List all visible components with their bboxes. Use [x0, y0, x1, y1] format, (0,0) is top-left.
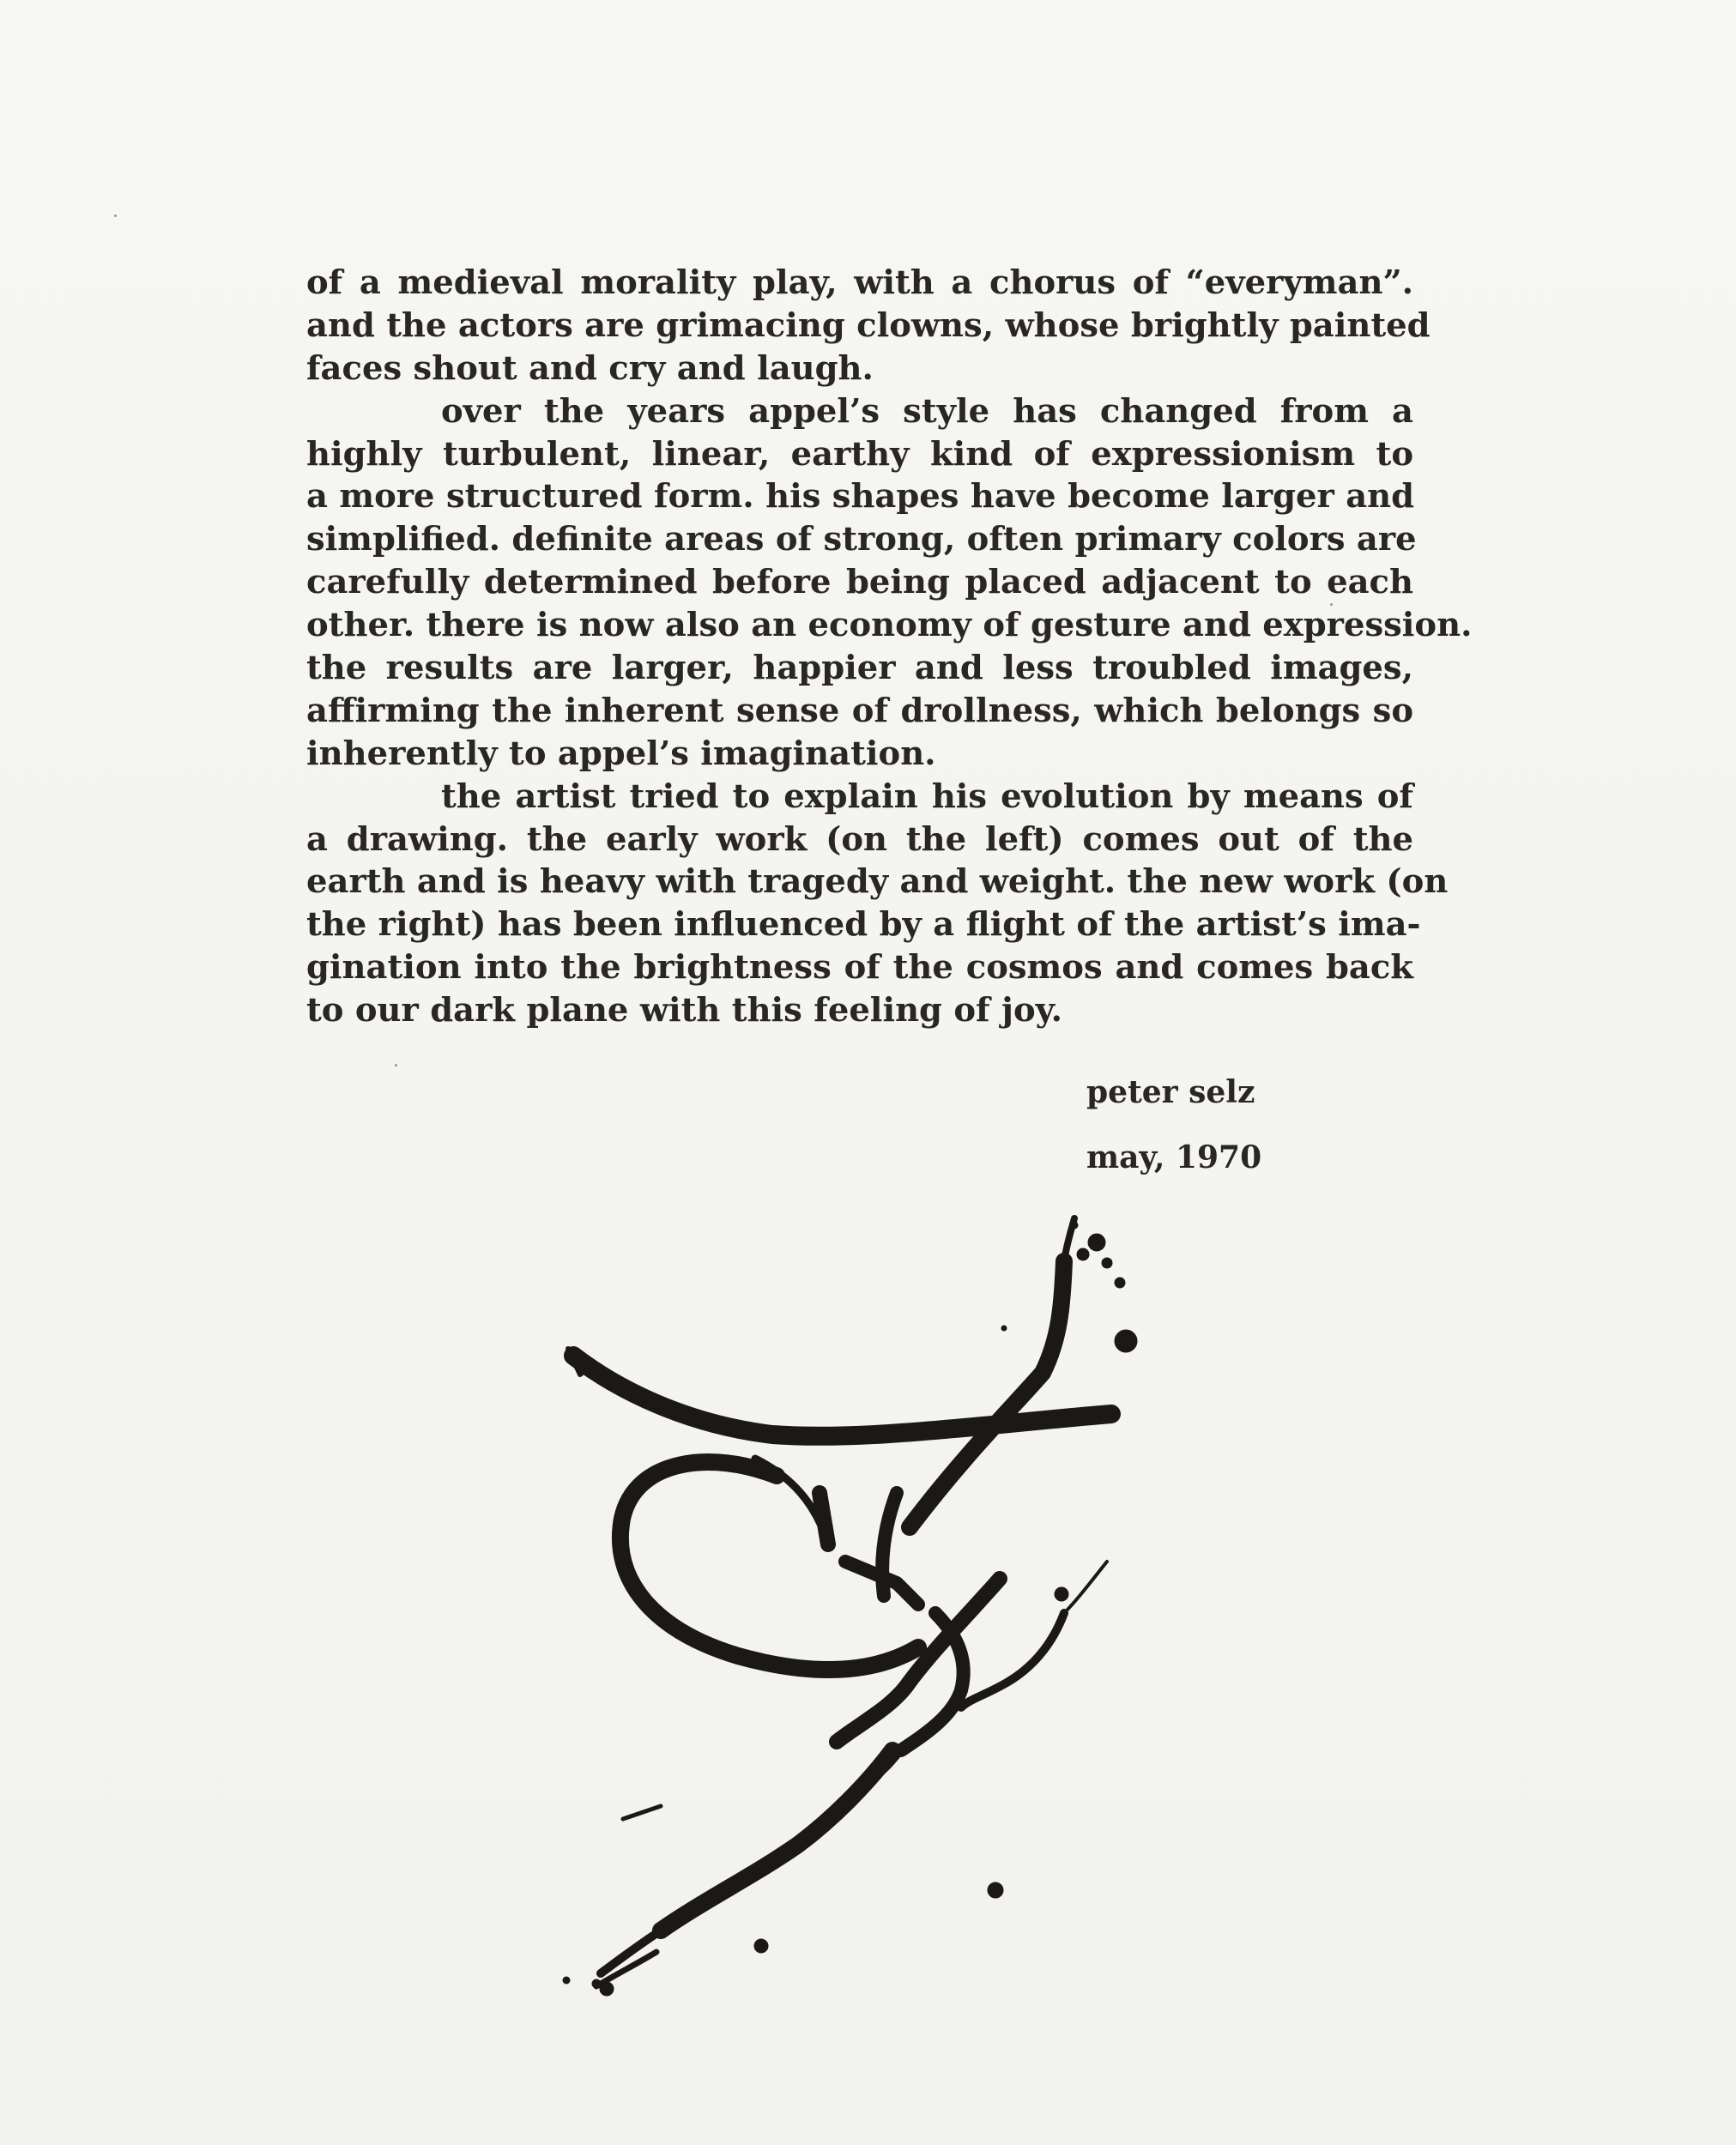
- ink-dot: [1115, 1330, 1137, 1352]
- brush-stroke-rising: [910, 1261, 1064, 1527]
- brush-stroke-cross-a: [820, 1493, 828, 1544]
- ink-dot: [1077, 1248, 1089, 1260]
- ink-dot: [1001, 1326, 1007, 1331]
- ink-dot: [1115, 1278, 1125, 1288]
- essay-line: to our dark plane with this feeling of joy.: [306, 991, 1062, 1030]
- essay-line: carefully determined before being placed adjacent to each: [306, 563, 1413, 602]
- paper-speck: [1330, 603, 1333, 606]
- paper-speck: [395, 1064, 397, 1066]
- essay-line: affirming the inherent sense of drollness, which belongs so: [306, 691, 1413, 730]
- essay-line: other. there is now also an economy of gesture and expression.: [306, 606, 1473, 645]
- brush-stroke-loop: [620, 1462, 918, 1670]
- essay-line: the artist tried to explain his evolution by means of: [441, 776, 1413, 816]
- essay-line: highly turbulent, linear, earthy kind of expressionism to: [306, 434, 1413, 474]
- essay-line: inherently to appel’s imagination.: [306, 734, 936, 773]
- essay-line: gination into the brightness of the cosmos and comes back: [306, 948, 1413, 988]
- essay-line: simplified. definite areas of strong, often primary colors are: [306, 520, 1417, 559]
- signature-date: may, 1970: [1086, 1139, 1262, 1175]
- essay-line: faces shout and cry and laugh.: [306, 348, 874, 388]
- ink-dot: [592, 1979, 601, 1988]
- ink-dot: [1102, 1258, 1112, 1268]
- essay-line: a drawing. the early work (on the left) comes out of the: [306, 819, 1413, 859]
- ink-dot: [563, 1977, 570, 1984]
- essay-line: earth and is heavy with tragedy and weight. the new work (on: [306, 862, 1449, 902]
- ink-dot: [600, 1982, 614, 1996]
- essay-line: a more structured form. his shapes have become larger and: [306, 477, 1415, 517]
- essay-line: the results are larger, happier and less troubled images,: [306, 649, 1413, 688]
- signature-name: peter selz: [1086, 1074, 1255, 1110]
- brush-stroke-small-dash: [623, 1806, 661, 1819]
- essay-line: of a medieval morality play, with a chorus of “everyman”.: [306, 263, 1413, 302]
- essay-line: the right) has been influenced by a flight of the artist’s ima-: [306, 905, 1421, 945]
- essay-line: over the years appel’s style has changed from a: [441, 391, 1413, 431]
- brush-stroke-tail: [661, 1750, 892, 1930]
- ink-dot: [988, 1882, 1003, 1898]
- ink-dot: [1088, 1234, 1105, 1251]
- brush-stroke-curl: [961, 1613, 1064, 1707]
- brush-stroke-curl-tail: [1064, 1562, 1107, 1613]
- ink-dot: [754, 1939, 768, 1953]
- ink-dot: [1071, 1222, 1078, 1229]
- essay-line: and the actors are grimacing clowns, whose brightly painted: [306, 305, 1431, 345]
- paper-speck: [114, 214, 117, 217]
- ink-dot: [1055, 1587, 1068, 1601]
